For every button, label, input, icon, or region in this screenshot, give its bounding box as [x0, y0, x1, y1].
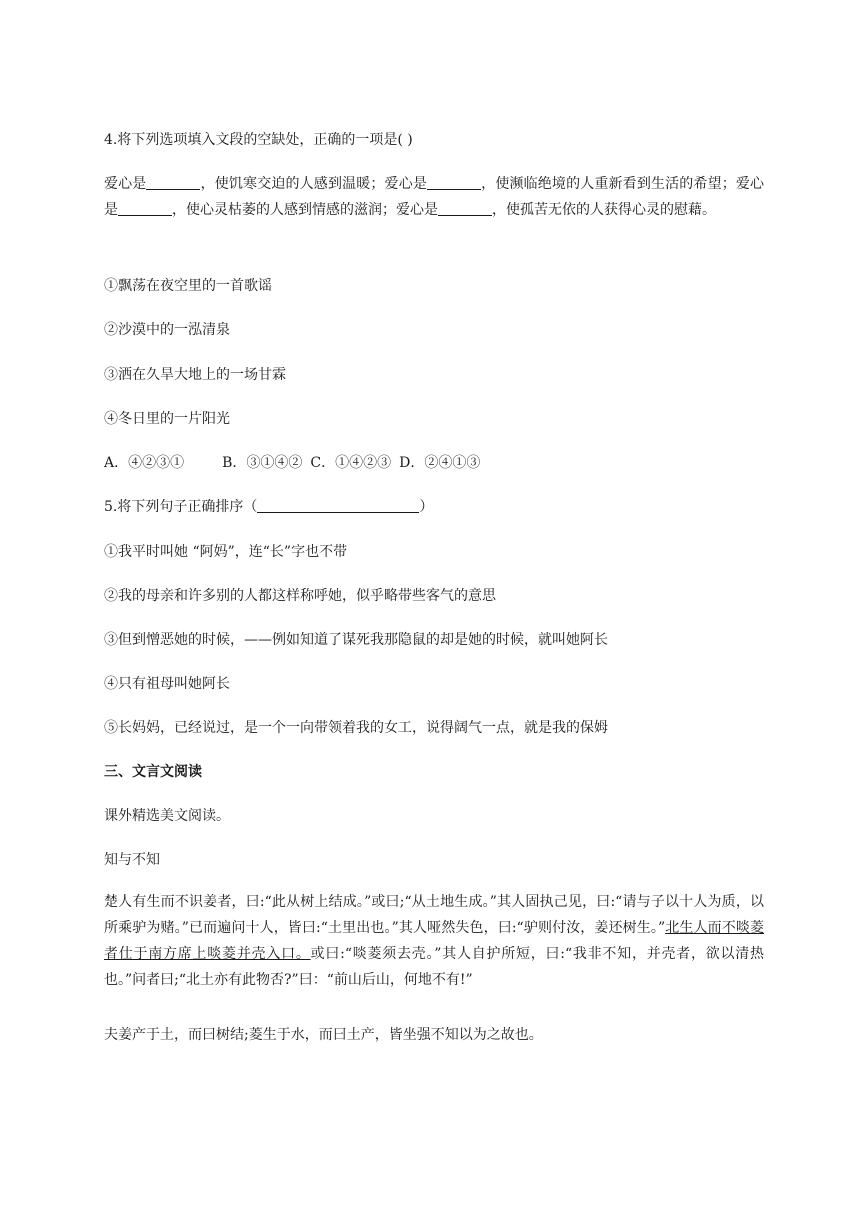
option-d: D．②④①③: [399, 455, 481, 471]
question-4-options: [104, 453, 480, 473]
article-title: 知与不知: [104, 852, 160, 868]
question-4-passage: 爱心是 ，使饥寒交迫的人感到温暖；爱心是 ，使濒临绝境的人重新看到生活的希望；爱心是 ，使心灵枯萎的人感到情感的滋润；爱心是 ，使孤苦无依的人获得心灵的慰藉。: [104, 176, 765, 218]
question-4-item: ②沙漠中的一泓清泉: [104, 322, 230, 338]
question-5-item: ②我的母亲和许多别的人都这样称呼她，似乎略带些客气的意思: [104, 588, 496, 604]
question-4-item: ①飘荡在夜空里的一首歌谣: [104, 278, 272, 294]
underlined-sentence: 北生人而不啖菱者仕于南方席上啖菱并壳入口。: [104, 920, 765, 962]
section-heading: 三、文言文阅读: [104, 764, 202, 780]
section-intro: 课外精选美文阅读。: [104, 808, 230, 824]
question-4-item: ④冬日里的一片阳光: [104, 411, 230, 427]
question-5-item: ③但到憎恶她的时候，——例如知道了谋死我那隐鼠的却是她的时候，就叫她阿长: [104, 632, 608, 648]
fill-blank: [438, 201, 492, 216]
article-paragraph: 楚人有生而不识姜者，曰:“此从树上结成。”或曰;“从土地生成。”其人固执己见，曰:“请与子以十人为质，以所乘驴为赌。”已而遍问十人，皆曰:“土里出也。”其人哑然失色，曰:“驴则付汝，姜还树生。”北生人而不啖菱者仕于南方席上啖菱并壳入口。或曰:“啖菱须去壳。”其人自护所短，曰:“我非不知，并壳者，欲以清热也。”问者曰;“北土亦有此物否?”曰：“前山后山，何地不有!”: [104, 894, 765, 988]
answer-blank: [257, 498, 419, 513]
option-a: A．④②③①: [104, 455, 185, 471]
fill-blank: [118, 201, 172, 216]
question-5-item: ①我平时叫她 “阿妈”，连“长”字也不带: [104, 544, 348, 560]
question-4-stem: 4.将下列选项填入文段的空缺处，正确的一项是( ): [104, 132, 413, 148]
question-5-item: ⑤长妈妈，已经说过，是一个一向带领着我的女工，说得阔气一点，就是我的保姆: [104, 720, 608, 736]
question-5-item: ④只有祖母叫她阿长: [104, 676, 230, 692]
fill-blank: [427, 175, 481, 190]
question-5-stem: 5.将下列句子正确排序（ ）: [104, 499, 434, 515]
question-4-item: ③洒在久旱大地上的一场甘霖: [104, 367, 286, 383]
fill-blank: [146, 175, 200, 190]
option-c: C．①④②③: [310, 455, 392, 471]
option-b: B．③①④②: [222, 455, 303, 471]
article-paragraph: 夫姜产于土，而曰树结;菱生于水，而曰土产，皆坐强不知以为之故也。: [104, 1027, 543, 1043]
